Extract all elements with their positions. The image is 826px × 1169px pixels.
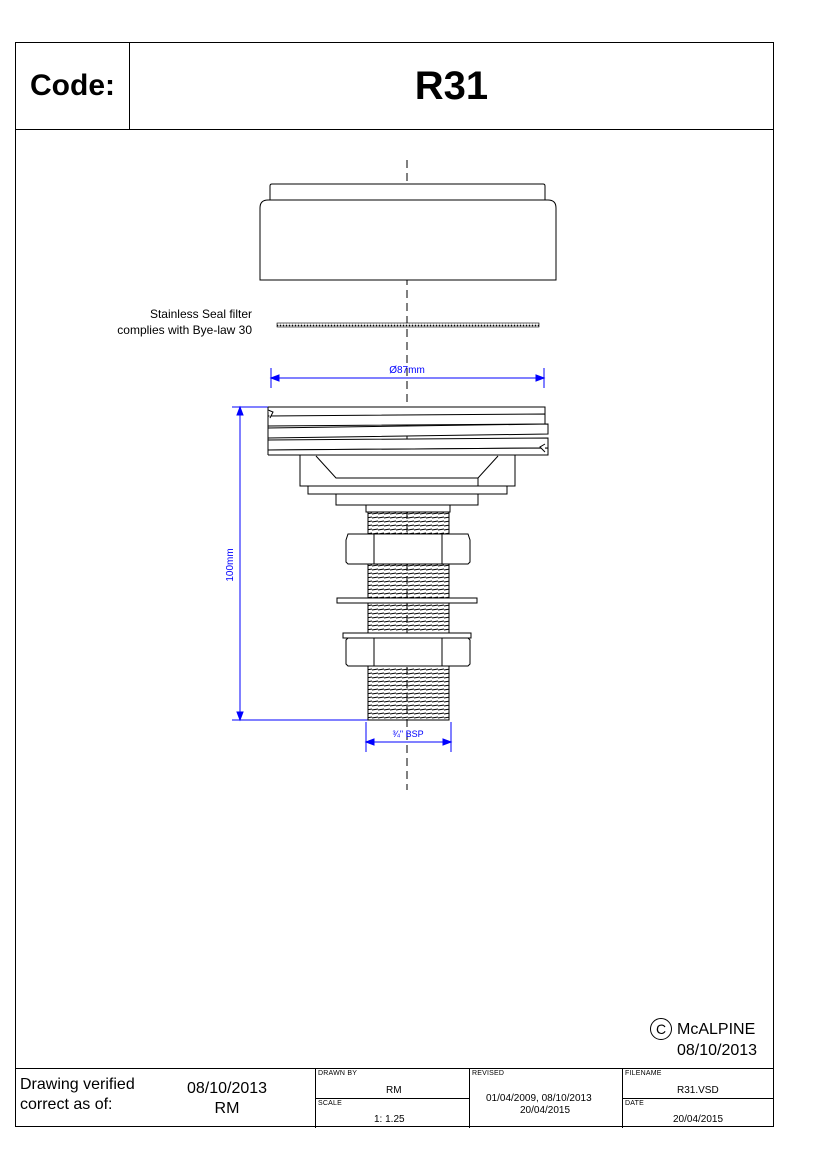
verified-label xyxy=(20,1075,135,1115)
thread-mid2 xyxy=(368,603,449,633)
title-block xyxy=(15,1068,774,1128)
copyright-symbol: C xyxy=(650,1018,672,1040)
product-code: R31 xyxy=(414,63,489,108)
date-label: DATE xyxy=(625,1100,644,1107)
date-cell xyxy=(622,1099,774,1128)
thread-lower xyxy=(368,666,449,720)
scale-label: SCALE xyxy=(318,1100,342,1107)
height-label: 100mm xyxy=(225,548,236,582)
filename-label: FILENAME xyxy=(625,1070,662,1077)
filter-mesh xyxy=(277,323,539,327)
cap xyxy=(260,184,556,280)
copyright-block xyxy=(650,1018,762,1062)
scale-value: 1: 1.25 xyxy=(374,1114,405,1125)
filter-note-line2: complies with Bye-law 30 xyxy=(117,323,252,337)
revised-cell xyxy=(469,1069,622,1128)
filter-note-line1: Stainless Seal filter xyxy=(149,307,252,321)
revised-latest: 20/04/2015 xyxy=(520,1105,571,1116)
verified-line1: Drawing verified xyxy=(20,1076,135,1093)
washer-1 xyxy=(337,598,477,603)
filename-cell xyxy=(622,1069,774,1099)
diameter-label: Ø87mm xyxy=(389,365,425,376)
drawn-by-value: RM xyxy=(386,1085,402,1096)
thread-label: ¾" BSP xyxy=(392,729,424,739)
revised-label: REVISED xyxy=(472,1070,505,1077)
waste-body xyxy=(268,407,548,512)
revised-dates: 01/04/2009, 08/10/2013 xyxy=(486,1093,592,1104)
lower-nut xyxy=(346,638,470,666)
date-value: 20/04/2015 xyxy=(673,1114,724,1125)
washer-2 xyxy=(343,633,471,638)
filename-value: R31.VSD xyxy=(677,1085,719,1096)
drawn-by-cell xyxy=(315,1069,469,1099)
verified-date: 08/10/2013 xyxy=(186,1080,268,1097)
upper-nut xyxy=(346,534,470,564)
scale-cell xyxy=(315,1099,469,1128)
thread-upper xyxy=(368,512,449,534)
copyright-date: 08/10/2013 xyxy=(677,1042,758,1059)
code-label: Code: xyxy=(30,69,115,102)
brand-name: McALPINE xyxy=(677,1021,756,1038)
drawn-by-label: DRAWN BY xyxy=(318,1070,358,1077)
thread-mid1 xyxy=(368,564,449,598)
verified-by: RM xyxy=(214,1100,240,1117)
verified-info xyxy=(177,1079,277,1119)
verified-line2: correct as of: xyxy=(20,1096,113,1113)
